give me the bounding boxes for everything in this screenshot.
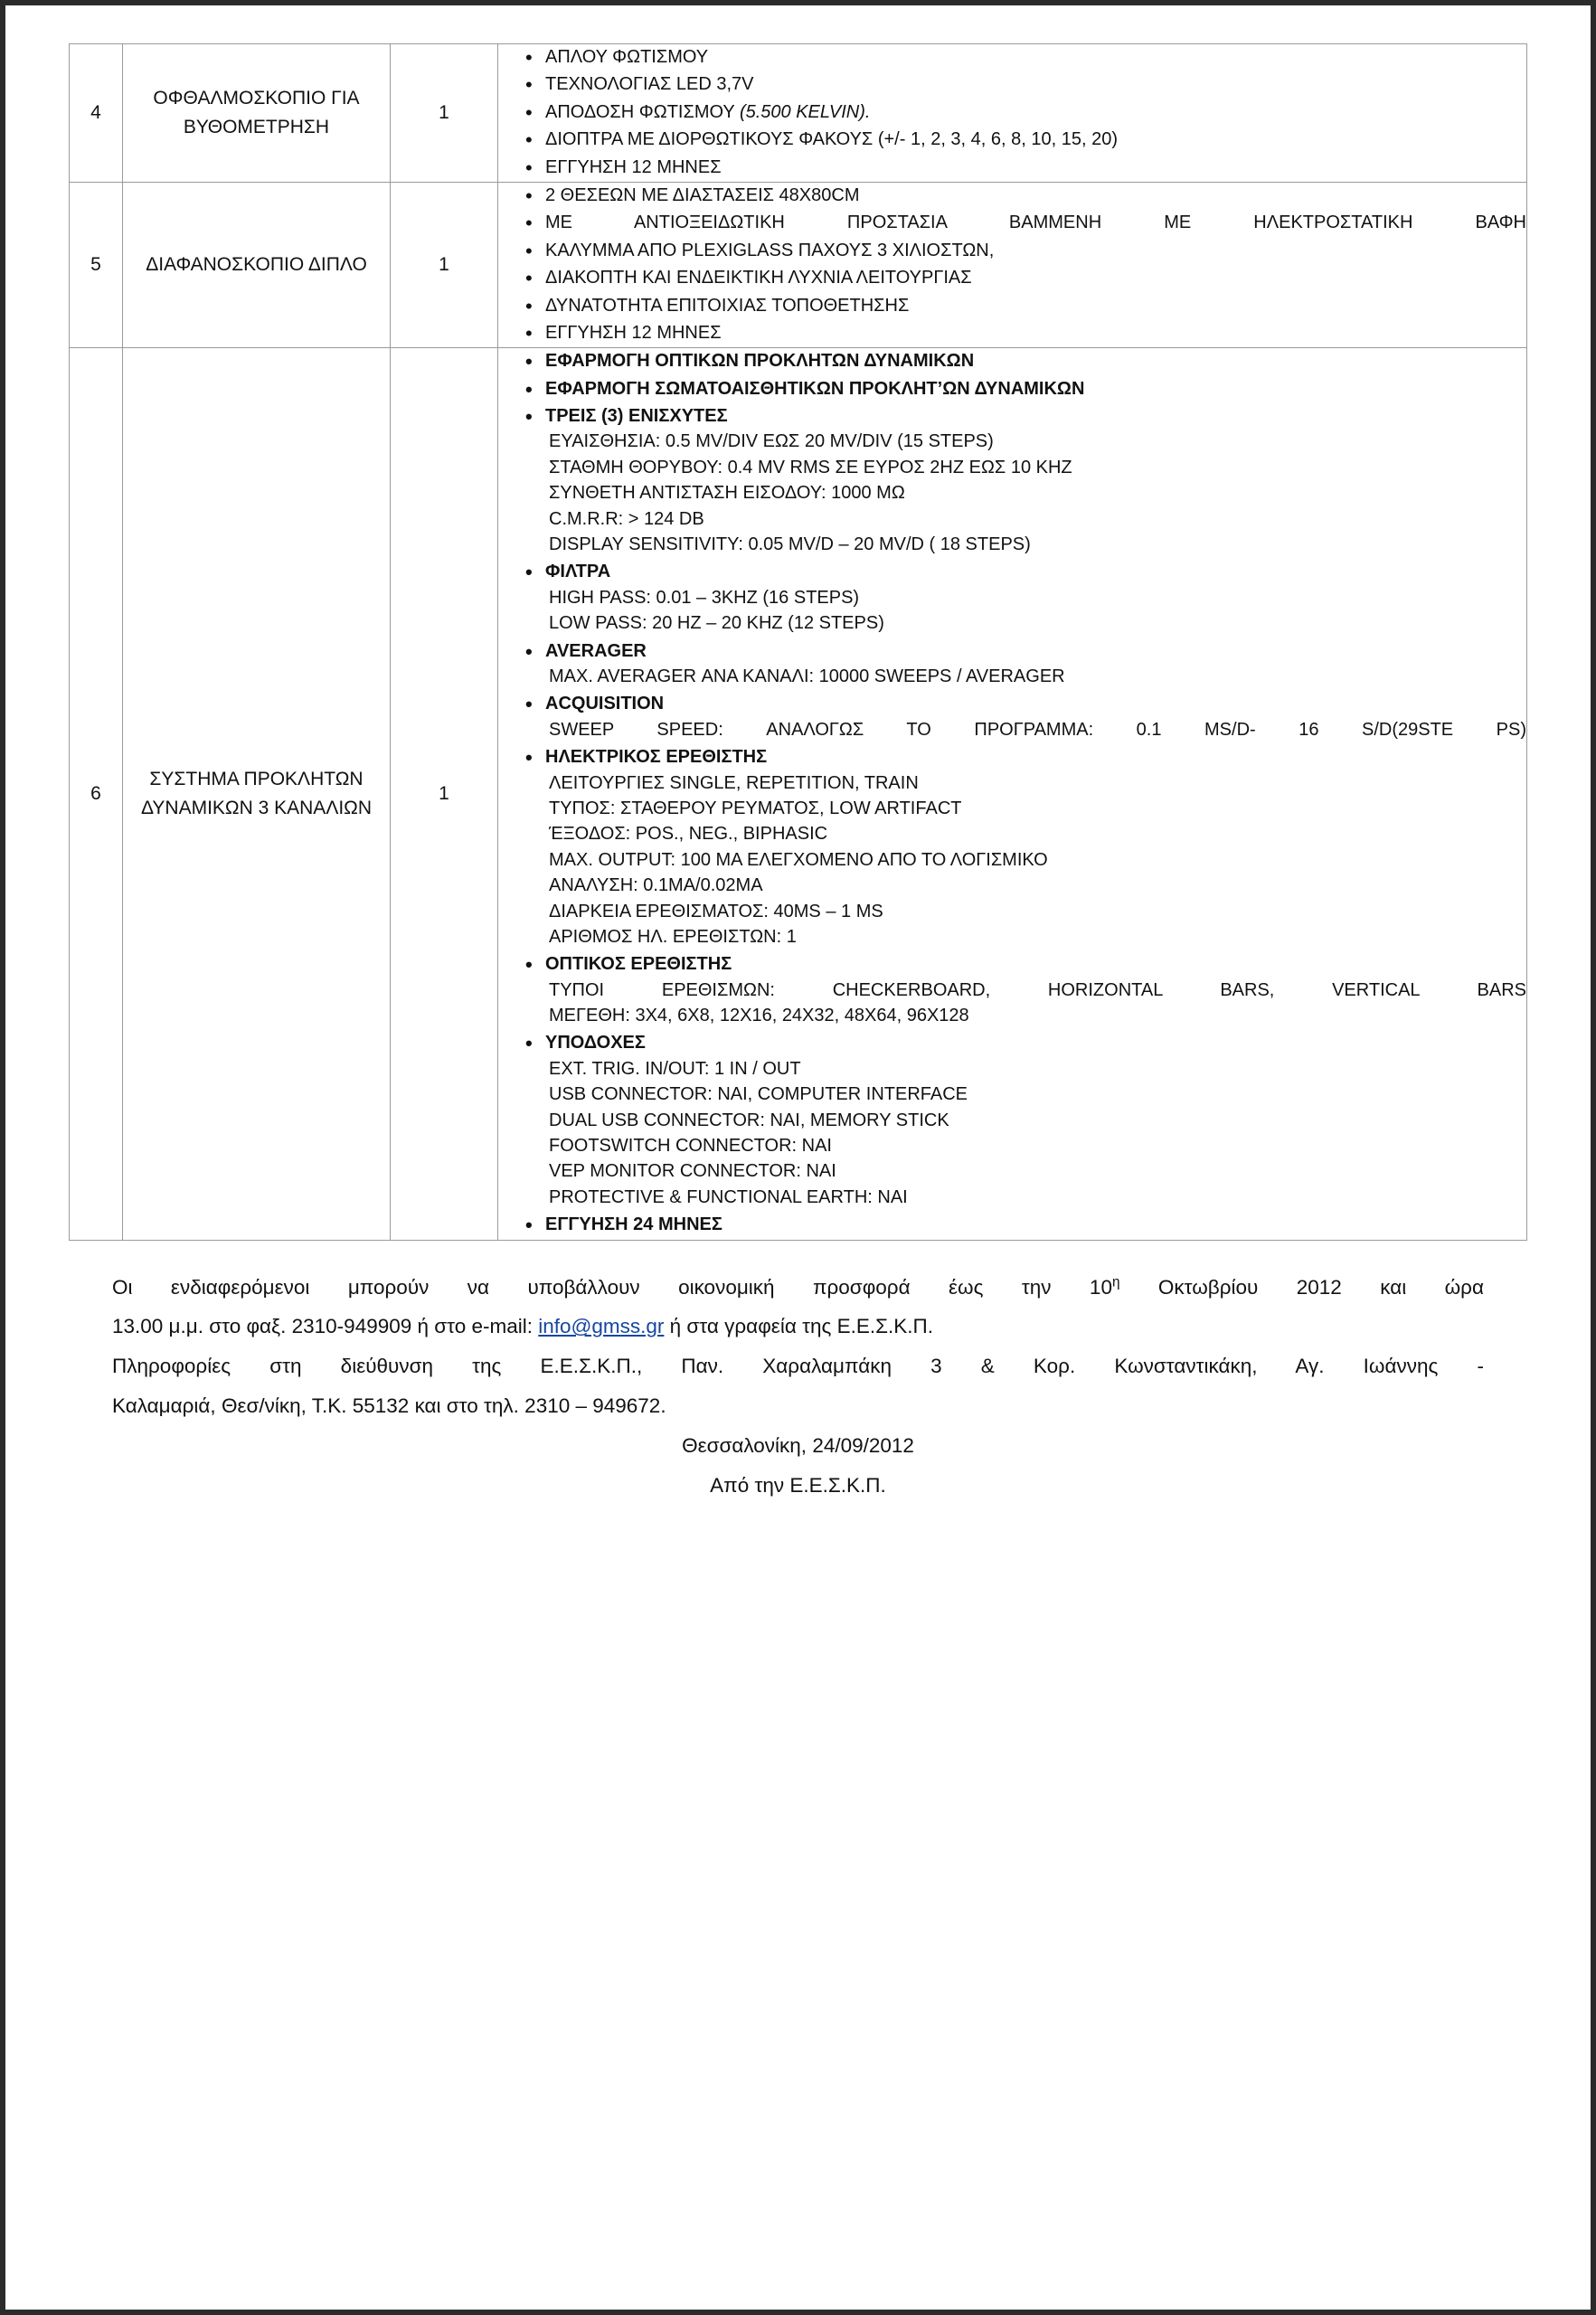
footer-text: ή στα γραφεία της Ε.Ε.Σ.Κ.Π.	[664, 1315, 934, 1338]
list-item-subline: SWEEP SPEED: ΑΝΑΛΟΓΩΣ ΤΟ ΠΡΟΓΡΑΜΜΑ: 0.1 MS/D- 16 S/D(29STE PS)	[549, 719, 1526, 740]
footer-text: 13.00 μ.μ. στο φαξ. 2310-949909 ή στο e-mail:	[112, 1315, 539, 1338]
list-item-text: ΦΙΛΤΡΑ	[545, 562, 611, 582]
list-item-text: AVERAGER	[545, 640, 647, 661]
row-number: 4	[70, 44, 123, 183]
list-item	[525, 155, 1526, 180]
list-item-subline: ΈΞΟΔΟΣ: POS., NEG., BIPHASIC	[549, 824, 828, 845]
list-item-text: 2 ΘΕΣΕΩΝ ΜΕ ΔΙΑΣΤΑΣΕΙΣ 48Χ80CM	[545, 184, 860, 205]
list-item	[525, 951, 1526, 1028]
list-item-text: ΥΠΟΔΟΧΕΣ	[545, 1033, 646, 1054]
row-description	[498, 182, 1527, 347]
list-item-text: ΤΕΧΝΟΛΟΓΙΑΣ LED 3,7V	[545, 74, 754, 95]
list-item	[525, 238, 1526, 263]
list-item-subline: HIGH PASS: 0.01 – 3KHZ (16 STEPS)	[549, 587, 860, 608]
footer-place-date: Θεσσαλονίκη, 24/09/2012	[682, 1434, 914, 1458]
list-item-text: ΑΠΟΔΟΣΗ ΦΩΤΙΣΜΟΥ	[545, 101, 740, 122]
list-item	[525, 127, 1526, 152]
list-item	[525, 376, 1526, 402]
list-item	[525, 691, 1526, 742]
list-item-text: ΔΥΝΑΤΟΤΗΤΑ ΕΠΙΤΟΙΧΙΑΣ ΤΟΠΟΘΕΤΗΣΗΣ	[545, 295, 910, 316]
list-item-subline: C.M.R.R: > 124 DB	[549, 508, 704, 529]
list-item	[525, 559, 1526, 636]
list-item	[525, 44, 1526, 70]
list-item-text: ΜΕ ΑΝΤΙΟΞΕΙΔΩΤΙΚΗ ΠΡΟΣΤΑΣΙΑ ΒΑΜΜΕΝΗ ΜΕ ΗΛΕΚΤΡΟΣΤΑΤΙΚΗ ΒΑΦΗ	[545, 213, 1526, 233]
footer-section	[69, 1241, 1527, 1506]
list-item-text: ΕΓΓΥΗΣΗ 12 ΜΗΝΕΣ	[545, 322, 722, 343]
list-item-subline: ΔΙΑΡΚΕΙΑ ΕΡΕΘΙΣΜΑΤΟΣ: 40MS – 1 MS	[549, 901, 883, 921]
list-item	[525, 320, 1526, 345]
list-item	[525, 265, 1526, 290]
list-item	[525, 1030, 1526, 1210]
row-number: 5	[70, 182, 123, 347]
description-list	[498, 348, 1526, 1237]
list-item-text: ΤΡΕΙΣ (3) ΕΝΙΣΧΥΤΕΣ	[545, 406, 728, 427]
list-item-subline: ΣΥΝΘΕΤΗ ΑΝΤΙΣΤΑΣΗ ΕΙΣΟΔΟΥ: 1000 ΜΩ	[549, 483, 905, 504]
list-item	[525, 638, 1526, 690]
list-item-subline: MAX. OUTPUT: 100 ΜΑ ΕΛΕΓΧΟΜΕΝΟ ΑΠΟ ΤΟ ΛΟΓΙΣΜΙΚΟ	[549, 849, 1048, 870]
list-item-subline: ΑΝΑΛΥΣΗ: 0.1ΜΑ/0.02ΜΑ	[549, 875, 763, 896]
list-item	[525, 403, 1526, 557]
row-description	[498, 44, 1527, 183]
list-item-subline: FOOTSWITCH CONNECTOR: ΝΑΙ	[549, 1136, 832, 1157]
specifications-table	[69, 43, 1527, 1241]
row-item-name: ΟΦΘΑΛΜΟΣΚΟΠΙΟ ΓΙΑ ΒΥΘΟΜΕΤΡΗΣΗ	[123, 44, 391, 183]
table-row	[70, 182, 1527, 347]
row-item-name: ΔΙΑΦΑΝΟΣΚΟΠΙΟ ΔΙΠΛΟ	[123, 182, 391, 347]
list-item-text: ΕΦΑΡΜΟΓΗ ΟΠΤΙΚΩΝ ΠΡΟΚΛΗΤΩΝ ΔΥΝΑΜΙΚΩΝ	[545, 351, 975, 372]
list-item-emphasis: (5.500 KELVIN).	[739, 101, 871, 122]
row-description	[498, 348, 1527, 1240]
row-item-name: ΣΥΣΤΗΜΑ ΠΡΟΚΛΗΤΩΝ ΔΥΝΑΜΙΚΩΝ 3 ΚΑΝΑΛΙΩΝ	[123, 348, 391, 1240]
footer-paragraph-1	[112, 1268, 1484, 1308]
row-quantity: 1	[391, 348, 498, 1240]
email-link[interactable]: info@gmss.gr	[538, 1315, 665, 1338]
list-item-subline: DISPLAY SENSITIVITY: 0.05 MV/D – 20 MV/D ( 18 STEPS)	[549, 534, 1031, 555]
table-row	[70, 44, 1527, 183]
footer-signature: Από την Ε.Ε.Σ.Κ.Π.	[710, 1473, 886, 1497]
list-item	[525, 183, 1526, 208]
footer-text: Οι ενδιαφερόμενοι μπορούν να υποβάλλουν οικονομική προσφορά έως την 10	[112, 1275, 1112, 1299]
list-item	[525, 744, 1526, 950]
row-number: 6	[70, 348, 123, 1240]
list-item-subline: VEP MONITOR CONNECTOR: ΝΑΙ	[549, 1161, 836, 1182]
footer-paragraph-3: Πληροφορίες στη διεύθυνση της Ε.Ε.Σ.Κ.Π., Παν. Χαραλαμπάκη 3 & Κορ. Κωνσταντικάκη, Αγ. Ιωάννης -	[112, 1355, 1484, 1378]
list-item-subline: DUAL USB CONNECTOR: ΝΑΙ, MEMORY STICK	[549, 1110, 949, 1130]
list-item	[525, 1212, 1526, 1237]
list-item-subline: ΣΤΑΘΜΗ ΘΟΡΥΒΟΥ: 0.4 MV RMS ΣΕ ΕΥΡΟΣ 2ΗΖ ΕΩΣ 10 ΚΗΖ	[549, 457, 1072, 477]
page-content	[5, 5, 1591, 2310]
list-item-text: ΕΓΓΥΗΣΗ 12 ΜΗΝΕΣ	[545, 156, 722, 177]
footer-paragraph-2	[112, 1307, 1484, 1346]
list-item	[525, 99, 1526, 125]
list-item-text: ΕΓΓΥΗΣΗ 24 ΜΗΝΕΣ	[545, 1214, 722, 1235]
list-item	[525, 348, 1526, 373]
footer-paragraph-4: Καλαμαριά, Θεσ/νίκη, Τ.Κ. 55132 και στο τηλ. 2310 – 949672.	[112, 1394, 666, 1418]
list-item-text: ΟΠΤΙΚΟΣ ΕΡΕΘΙΣΤΗΣ	[545, 954, 732, 975]
list-item-text: ΕΦΑΡΜΟΓΗ ΣΩΜΑΤΟΑΙΣΘΗΤΙΚΩΝ ΠΡΟΚΛΗΤ’ΩΝ ΔΥΝΑΜΙΚΩΝ	[545, 378, 1085, 399]
list-item-subline: LOW PASS: 20 HZ – 20 KHZ (12 STEPS)	[549, 613, 884, 634]
list-item-subline: ΕΥΑΙΣΘΗΣΙΑ: 0.5 MV/DIV ΕΩΣ 20 MV/DIV (15 STEPS)	[549, 431, 994, 452]
list-item-subline: MAX. AVERAGER ΑΝΑ ΚΑΝΑΛΙ: 10000 SWEEPS / AVERAGER	[549, 666, 1065, 686]
list-item-subline: ΜΕΓΕΘΗ: 3Χ4, 6Χ8, 12Χ16, 24Χ32, 48Χ64, 96Χ128	[549, 1006, 969, 1026]
list-item	[525, 71, 1526, 97]
list-item	[525, 293, 1526, 318]
footer-text: Οκτωβρίου 2012 και ώρα	[1119, 1275, 1484, 1299]
list-item-subline: PROTECTIVE & FUNCTIONAL EARTH: ΝΑΙ	[549, 1186, 908, 1207]
table-body	[70, 44, 1527, 1241]
list-item	[525, 210, 1526, 235]
list-item-text: ΑΠΛΟΥ ΦΩΤΙΣΜΟΥ	[545, 47, 709, 67]
list-item-subline: ΤΥΠΟΣ: ΣΤΑΘΕΡΟΥ ΡΕΥΜΑΤΟΣ, LOW ARTIFACT	[549, 798, 962, 818]
list-item-text: ACQUISITION	[545, 694, 665, 714]
footer-ordinal-suffix: η	[1111, 1274, 1120, 1290]
list-item-subline: USB CONNECTOR: ΝΑΙ, COMPUTER INTERFACE	[549, 1084, 968, 1105]
list-item-subline: ΤΥΠΟΙ ΕΡΕΘΙΣΜΩΝ: CHECKERBOARD, HORIZONTAL BARS, VERTICAL BARS	[549, 979, 1526, 1000]
description-list	[498, 44, 1526, 180]
description-list	[498, 183, 1526, 345]
row-quantity: 1	[391, 182, 498, 347]
list-item-subline: ΛΕΙΤΟΥΡΓΙΕΣ SINGLE, REPETITION, TRAIN	[549, 772, 919, 793]
list-item-text: ΔΙΟΠΤΡΑ ΜΕ ΔΙΟΡΘΩΤΙΚΟΥΣ ΦΑΚΟΥΣ (+/- 1, 2, 3, 4, 6, 8, 10, 15, 20)	[545, 129, 1118, 150]
table-row	[70, 348, 1527, 1240]
list-item-text: ΔΙΑΚΟΠΤΗ ΚΑΙ ΕΝΔΕΙΚΤΙΚΗ ΛΥΧΝΙΑ ΛΕΙΤΟΥΡΓΙΑΣ	[545, 268, 972, 288]
list-item-text: ΚΑΛΥΜΜΑ ΑΠΟ PLEXIGLASS ΠΑΧΟΥΣ 3 ΧΙΛΙΟΣΤΩΝ,	[545, 240, 995, 260]
list-item-subline: ΑΡΙΘΜΟΣ ΗΛ. ΕΡΕΘΙΣΤΩΝ: 1	[549, 926, 797, 947]
list-item-text: ΗΛΕΚΤΡΙΚΟΣ ΕΡΕΘΙΣΤΗΣ	[545, 747, 768, 768]
row-quantity: 1	[391, 44, 498, 183]
list-item-subline: EXT. TRIG. IN/OUT: 1 IN / OUT	[549, 1058, 801, 1079]
